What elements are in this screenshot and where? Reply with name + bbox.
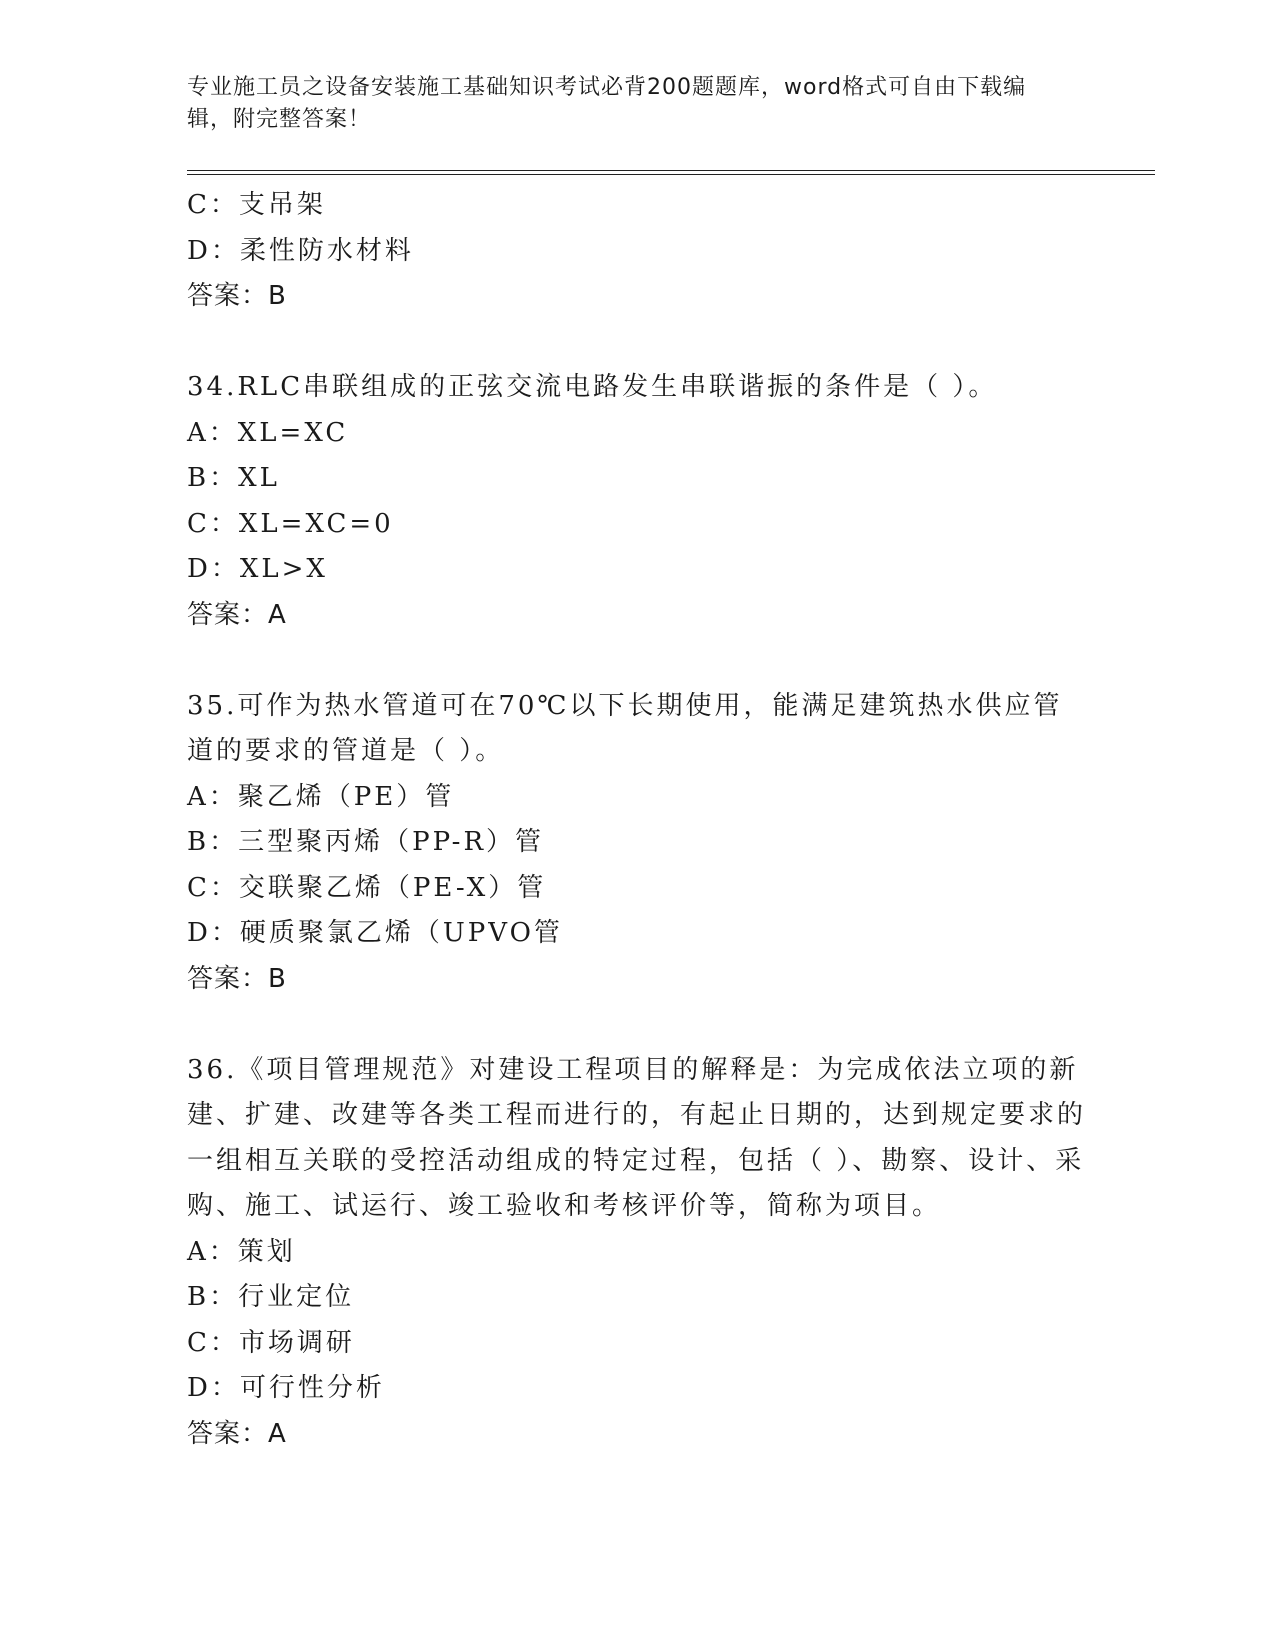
option-b: B：XL <box>187 463 280 493</box>
option-d: D：硬质聚氯乙烯（UPVO管 <box>187 918 563 948</box>
option-d: D：XL>X <box>187 554 328 584</box>
question-34 <box>187 365 1155 638</box>
option-b: B：行业定位 <box>187 1282 355 1312</box>
option-d: D：柔性防水材料 <box>187 235 414 266</box>
option-d: D：可行性分析 <box>187 1373 385 1403</box>
document-page <box>187 72 1155 1457</box>
option-a: A：策划 <box>187 1236 296 1267</box>
document-content <box>187 183 1155 1457</box>
answer: 答案：A <box>187 599 287 630</box>
option-b: B：三型聚丙烯（PP-R）管 <box>187 827 545 857</box>
question-35 <box>187 684 1155 1003</box>
option-c: C：支吊架 <box>187 190 326 220</box>
question-text: 34.RLC串联组成的正弦交流电路发生串联谐振的条件是（ ）。 <box>187 372 998 402</box>
question-36 <box>187 1048 1155 1458</box>
option-c: C：市场调研 <box>187 1327 355 1358</box>
question-text: 35.可作为热水管道可在70℃以下长期使用，能满足建筑热水供应管道的要求的管道是（ ）。 <box>187 690 1063 766</box>
option-a: A：XL=XC <box>187 417 349 448</box>
document-header: 专业施工员之设备安装施工基础知识考试必背200题题库，word格式可自由下载编辑，附完整答案！ <box>187 75 1027 132</box>
header-divider <box>187 170 1155 175</box>
answer: 答案：B <box>187 281 287 311</box>
partial-question <box>187 183 1155 320</box>
option-c: C：XL=XC=0 <box>187 508 394 539</box>
question-text: 36.《项目管理规范》对建设工程项目的解释是：为完成依法立项的新建、扩建、改建等各类工程而进行的，有起止日期的，达到规定要求的一组相互关联的受控活动组成的特定过程，包括（ ）、勘察、设计、采购、施工、试运行、竣工验收和考核评价等，简称为项目。 <box>187 1054 1087 1221</box>
option-a: A：聚乙烯（PE）管 <box>187 781 455 812</box>
answer: 答案：B <box>187 963 287 994</box>
answer: 答案：A <box>187 1418 287 1449</box>
option-c: C：交联聚乙烯（PE-X）管 <box>187 872 547 903</box>
